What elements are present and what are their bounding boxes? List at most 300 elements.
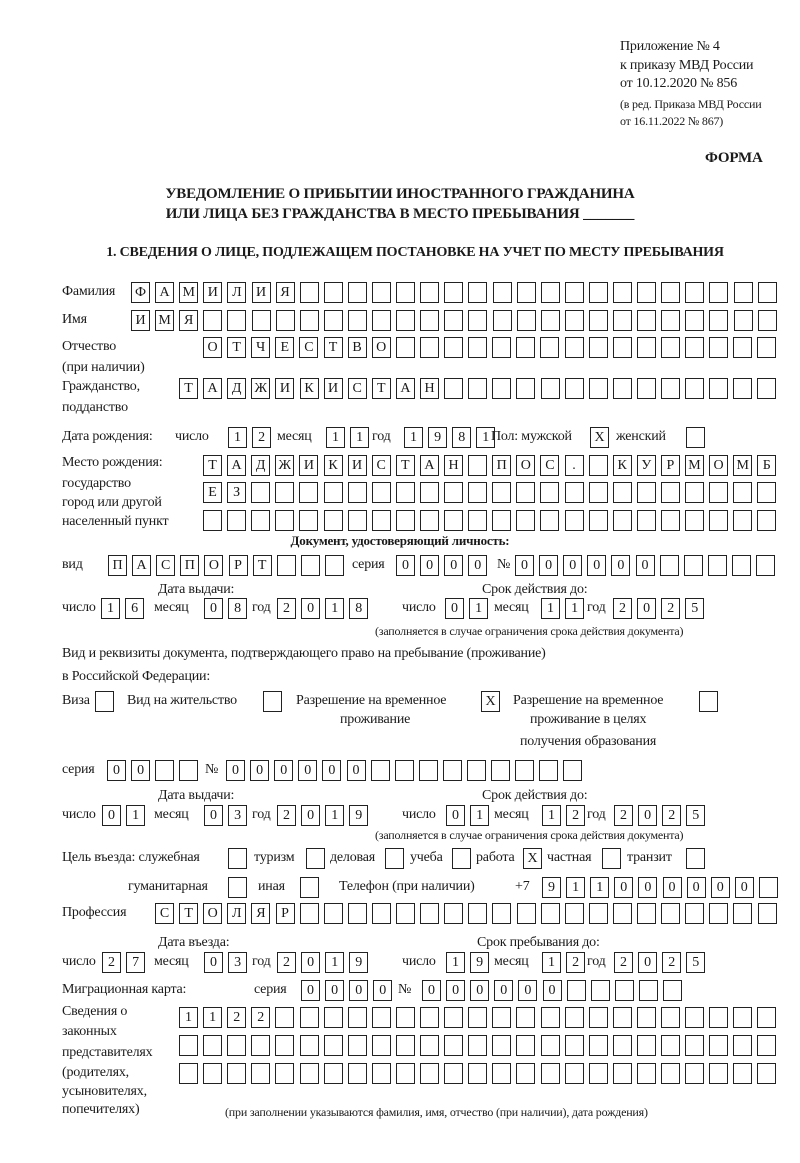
char-box[interactable]: 0 xyxy=(614,877,633,898)
char-box[interactable]: 0 xyxy=(445,598,464,619)
char-box[interactable] xyxy=(709,482,728,503)
char-box[interactable]: 0 xyxy=(204,598,223,619)
char-box[interactable] xyxy=(420,337,439,358)
char-box[interactable] xyxy=(468,1035,487,1056)
char-box[interactable]: 0 xyxy=(204,952,223,973)
char-box[interactable]: Ж xyxy=(275,455,294,476)
char-box[interactable]: 1 xyxy=(325,598,344,619)
char-box[interactable]: 0 xyxy=(347,760,366,781)
char-box[interactable] xyxy=(492,1007,511,1028)
char-box[interactable] xyxy=(203,1063,222,1084)
char-box[interactable] xyxy=(637,1063,656,1084)
char-box[interactable] xyxy=(732,555,751,576)
char-box[interactable] xyxy=(757,1063,776,1084)
char-box[interactable]: 2 xyxy=(252,427,271,448)
char-box[interactable] xyxy=(300,1007,319,1028)
char-box[interactable]: 2 xyxy=(277,805,296,826)
checkbox-box[interactable] xyxy=(385,848,404,869)
char-box[interactable]: М xyxy=(685,455,704,476)
char-box[interactable] xyxy=(251,482,270,503)
char-box[interactable] xyxy=(733,903,752,924)
char-box[interactable]: 1 xyxy=(101,598,120,619)
char-box[interactable]: 0 xyxy=(470,980,489,1001)
char-box[interactable]: С xyxy=(156,555,175,576)
checkbox-box[interactable]: X xyxy=(481,691,500,712)
checkbox-box[interactable] xyxy=(228,877,247,898)
char-box[interactable] xyxy=(227,1035,246,1056)
char-box[interactable]: С xyxy=(155,903,174,924)
char-box[interactable] xyxy=(420,510,439,531)
char-box[interactable]: О xyxy=(372,337,391,358)
char-box[interactable] xyxy=(589,1035,608,1056)
char-box[interactable]: Я xyxy=(251,903,270,924)
checkbox-box[interactable] xyxy=(263,691,282,712)
char-box[interactable] xyxy=(396,1035,415,1056)
char-box[interactable]: А xyxy=(155,282,174,303)
char-box[interactable] xyxy=(300,903,319,924)
char-box[interactable] xyxy=(709,378,728,399)
char-box[interactable] xyxy=(372,310,391,331)
char-box[interactable] xyxy=(468,310,487,331)
char-box[interactable] xyxy=(733,337,752,358)
char-box[interactable]: 1 xyxy=(566,877,585,898)
checkbox-box[interactable] xyxy=(699,691,718,712)
char-box[interactable] xyxy=(709,903,728,924)
char-box[interactable]: 2 xyxy=(251,1007,270,1028)
char-box[interactable]: Д xyxy=(251,455,270,476)
char-box[interactable]: П xyxy=(492,455,511,476)
char-box[interactable]: 0 xyxy=(638,952,657,973)
char-box[interactable]: 1 xyxy=(326,427,345,448)
char-box[interactable] xyxy=(395,760,414,781)
char-box[interactable] xyxy=(275,1035,294,1056)
char-box[interactable] xyxy=(179,760,198,781)
char-box[interactable] xyxy=(540,510,559,531)
char-box[interactable] xyxy=(493,282,512,303)
char-box[interactable] xyxy=(637,378,656,399)
char-box[interactable] xyxy=(589,903,608,924)
char-box[interactable] xyxy=(589,1063,608,1084)
char-box[interactable] xyxy=(444,282,463,303)
char-box[interactable] xyxy=(420,310,439,331)
char-box[interactable] xyxy=(444,903,463,924)
char-box[interactable] xyxy=(348,903,367,924)
char-box[interactable]: 0 xyxy=(422,980,441,1001)
char-box[interactable]: 1 xyxy=(350,427,369,448)
char-box[interactable] xyxy=(733,1007,752,1028)
char-box[interactable] xyxy=(589,378,608,399)
char-box[interactable] xyxy=(348,1063,367,1084)
char-box[interactable] xyxy=(637,1007,656,1028)
char-box[interactable]: 3 xyxy=(228,952,247,973)
char-box[interactable]: 0 xyxy=(638,877,657,898)
char-box[interactable] xyxy=(324,282,343,303)
char-box[interactable]: 0 xyxy=(301,805,320,826)
char-box[interactable]: Т xyxy=(227,337,246,358)
char-box[interactable]: 0 xyxy=(587,555,606,576)
char-box[interactable] xyxy=(565,510,584,531)
char-box[interactable]: Т xyxy=(396,455,415,476)
char-box[interactable] xyxy=(517,310,536,331)
char-box[interactable] xyxy=(348,1035,367,1056)
char-box[interactable]: 2 xyxy=(614,805,633,826)
char-box[interactable] xyxy=(492,482,511,503)
char-box[interactable] xyxy=(709,337,728,358)
char-box[interactable]: С xyxy=(348,378,367,399)
char-box[interactable] xyxy=(444,1007,463,1028)
char-box[interactable] xyxy=(540,482,559,503)
char-box[interactable]: Н xyxy=(444,455,463,476)
char-box[interactable]: Ф xyxy=(131,282,150,303)
char-box[interactable] xyxy=(685,337,704,358)
char-box[interactable] xyxy=(567,980,586,1001)
char-box[interactable] xyxy=(468,282,487,303)
char-box[interactable] xyxy=(252,310,271,331)
char-box[interactable] xyxy=(661,282,680,303)
char-box[interactable] xyxy=(589,282,608,303)
char-box[interactable]: 0 xyxy=(226,760,245,781)
char-box[interactable]: 1 xyxy=(446,952,465,973)
char-box[interactable] xyxy=(468,1007,487,1028)
char-box[interactable] xyxy=(492,1035,511,1056)
char-box[interactable] xyxy=(324,1007,343,1028)
char-box[interactable] xyxy=(396,510,415,531)
char-box[interactable] xyxy=(372,510,391,531)
checkbox-box[interactable] xyxy=(452,848,471,869)
char-box[interactable] xyxy=(492,903,511,924)
char-box[interactable]: Ч xyxy=(251,337,270,358)
char-box[interactable]: 0 xyxy=(325,980,344,1001)
char-box[interactable]: Я xyxy=(276,282,295,303)
char-box[interactable]: 5 xyxy=(685,598,704,619)
char-box[interactable]: Т xyxy=(179,903,198,924)
char-box[interactable]: О xyxy=(203,337,222,358)
char-box[interactable] xyxy=(661,903,680,924)
char-box[interactable]: 0 xyxy=(301,952,320,973)
char-box[interactable]: 1 xyxy=(541,598,560,619)
char-box[interactable] xyxy=(589,337,608,358)
char-box[interactable] xyxy=(684,555,703,576)
char-box[interactable]: 0 xyxy=(687,877,706,898)
checkbox-box[interactable] xyxy=(95,691,114,712)
char-box[interactable] xyxy=(685,1063,704,1084)
char-box[interactable]: 0 xyxy=(735,877,754,898)
char-box[interactable]: Т xyxy=(253,555,272,576)
char-box[interactable] xyxy=(468,510,487,531)
char-box[interactable] xyxy=(661,1063,680,1084)
char-box[interactable]: 1 xyxy=(542,952,561,973)
char-box[interactable] xyxy=(733,1035,752,1056)
char-box[interactable] xyxy=(396,1007,415,1028)
char-box[interactable]: Т xyxy=(372,378,391,399)
char-box[interactable]: 0 xyxy=(131,760,150,781)
char-box[interactable]: Р xyxy=(661,455,680,476)
char-box[interactable]: 0 xyxy=(444,555,463,576)
checkbox-box[interactable] xyxy=(300,877,319,898)
char-box[interactable]: О xyxy=(709,455,728,476)
char-box[interactable] xyxy=(734,310,753,331)
char-box[interactable] xyxy=(348,282,367,303)
char-box[interactable] xyxy=(227,510,246,531)
char-box[interactable] xyxy=(516,337,535,358)
char-box[interactable] xyxy=(179,1035,198,1056)
char-box[interactable]: У xyxy=(637,455,656,476)
char-box[interactable]: П xyxy=(108,555,127,576)
checkbox-box[interactable] xyxy=(686,848,705,869)
char-box[interactable] xyxy=(709,310,728,331)
char-box[interactable]: 0 xyxy=(468,555,487,576)
char-box[interactable] xyxy=(541,903,560,924)
char-box[interactable] xyxy=(276,310,295,331)
char-box[interactable] xyxy=(613,510,632,531)
char-box[interactable]: 8 xyxy=(228,598,247,619)
char-box[interactable] xyxy=(516,1063,535,1084)
char-box[interactable]: 0 xyxy=(102,805,121,826)
char-box[interactable] xyxy=(420,1035,439,1056)
char-box[interactable]: С xyxy=(372,455,391,476)
char-box[interactable]: 1 xyxy=(325,805,344,826)
char-box[interactable] xyxy=(613,337,632,358)
char-box[interactable] xyxy=(444,482,463,503)
char-box[interactable] xyxy=(661,310,680,331)
char-box[interactable] xyxy=(661,482,680,503)
char-box[interactable] xyxy=(300,1063,319,1084)
char-box[interactable] xyxy=(396,282,415,303)
char-box[interactable]: Л xyxy=(227,903,246,924)
char-box[interactable] xyxy=(661,510,680,531)
char-box[interactable]: 0 xyxy=(611,555,630,576)
char-box[interactable] xyxy=(708,555,727,576)
char-box[interactable]: 2 xyxy=(613,598,632,619)
char-box[interactable] xyxy=(685,510,704,531)
char-box[interactable] xyxy=(637,282,656,303)
char-box[interactable]: 0 xyxy=(322,760,341,781)
char-box[interactable] xyxy=(324,1035,343,1056)
char-box[interactable] xyxy=(637,510,656,531)
char-box[interactable]: Р xyxy=(229,555,248,576)
char-box[interactable]: 1 xyxy=(565,598,584,619)
char-box[interactable] xyxy=(516,510,535,531)
char-box[interactable]: О xyxy=(516,455,535,476)
char-box[interactable] xyxy=(541,1007,560,1028)
char-box[interactable]: . xyxy=(565,455,584,476)
char-box[interactable] xyxy=(541,310,560,331)
char-box[interactable] xyxy=(758,282,777,303)
char-box[interactable] xyxy=(468,903,487,924)
char-box[interactable] xyxy=(275,1007,294,1028)
char-box[interactable] xyxy=(492,1063,511,1084)
char-box[interactable]: 0 xyxy=(204,805,223,826)
char-box[interactable] xyxy=(565,482,584,503)
char-box[interactable]: Т xyxy=(324,337,343,358)
char-box[interactable]: Ж xyxy=(251,378,270,399)
char-box[interactable]: 8 xyxy=(452,427,471,448)
char-box[interactable] xyxy=(515,760,534,781)
char-box[interactable]: 8 xyxy=(349,598,368,619)
char-box[interactable]: 0 xyxy=(373,980,392,1001)
char-box[interactable]: 0 xyxy=(636,555,655,576)
char-box[interactable] xyxy=(589,482,608,503)
char-box[interactable] xyxy=(324,510,343,531)
char-box[interactable] xyxy=(637,310,656,331)
char-box[interactable] xyxy=(299,510,318,531)
char-box[interactable]: 0 xyxy=(446,980,465,1001)
char-box[interactable] xyxy=(468,482,487,503)
char-box[interactable]: И xyxy=(348,455,367,476)
char-box[interactable]: И xyxy=(252,282,271,303)
char-box[interactable]: 1 xyxy=(325,952,344,973)
char-box[interactable] xyxy=(251,1035,270,1056)
char-box[interactable] xyxy=(589,510,608,531)
char-box[interactable] xyxy=(613,1035,632,1056)
char-box[interactable]: 2 xyxy=(662,805,681,826)
char-box[interactable] xyxy=(301,555,320,576)
char-box[interactable] xyxy=(251,510,270,531)
char-box[interactable] xyxy=(733,1063,752,1084)
char-box[interactable]: С xyxy=(540,455,559,476)
char-box[interactable] xyxy=(563,760,582,781)
char-box[interactable] xyxy=(709,1063,728,1084)
char-box[interactable]: К xyxy=(324,455,343,476)
char-box[interactable] xyxy=(299,482,318,503)
char-box[interactable]: 9 xyxy=(542,877,561,898)
char-box[interactable]: Л xyxy=(227,282,246,303)
char-box[interactable] xyxy=(661,1035,680,1056)
char-box[interactable] xyxy=(324,903,343,924)
char-box[interactable]: П xyxy=(180,555,199,576)
char-box[interactable] xyxy=(756,555,775,576)
char-box[interactable] xyxy=(516,1007,535,1028)
char-box[interactable]: Р xyxy=(276,903,295,924)
char-box[interactable]: 2 xyxy=(277,952,296,973)
char-box[interactable]: И xyxy=(131,310,150,331)
char-box[interactable] xyxy=(324,310,343,331)
char-box[interactable] xyxy=(613,1007,632,1028)
char-box[interactable]: А xyxy=(132,555,151,576)
char-box[interactable] xyxy=(540,337,559,358)
char-box[interactable]: Е xyxy=(203,482,222,503)
char-box[interactable]: 6 xyxy=(125,598,144,619)
char-box[interactable]: А xyxy=(227,455,246,476)
char-box[interactable] xyxy=(420,482,439,503)
char-box[interactable] xyxy=(685,482,704,503)
char-box[interactable]: Я xyxy=(179,310,198,331)
char-box[interactable] xyxy=(709,510,728,531)
char-box[interactable]: А xyxy=(396,378,415,399)
char-box[interactable] xyxy=(589,310,608,331)
char-box[interactable]: 0 xyxy=(301,980,320,1001)
char-box[interactable]: К xyxy=(300,378,319,399)
char-box[interactable] xyxy=(300,310,319,331)
char-box[interactable] xyxy=(492,510,511,531)
char-box[interactable] xyxy=(685,1007,704,1028)
char-box[interactable]: 2 xyxy=(662,952,681,973)
char-box[interactable] xyxy=(758,310,777,331)
char-box[interactable]: 0 xyxy=(563,555,582,576)
char-box[interactable] xyxy=(444,310,463,331)
char-box[interactable] xyxy=(758,903,777,924)
char-box[interactable] xyxy=(155,760,174,781)
char-box[interactable]: К xyxy=(613,455,632,476)
char-box[interactable]: О xyxy=(204,555,223,576)
char-box[interactable] xyxy=(541,282,560,303)
char-box[interactable]: 1 xyxy=(469,598,488,619)
checkbox-box[interactable] xyxy=(306,848,325,869)
char-box[interactable]: Д xyxy=(227,378,246,399)
char-box[interactable]: 1 xyxy=(590,877,609,898)
char-box[interactable]: О xyxy=(203,903,222,924)
char-box[interactable]: И xyxy=(324,378,343,399)
char-box[interactable] xyxy=(372,482,391,503)
checkbox-box[interactable]: X xyxy=(523,848,542,869)
char-box[interactable]: 1 xyxy=(404,427,423,448)
char-box[interactable]: 0 xyxy=(420,555,439,576)
char-box[interactable] xyxy=(420,282,439,303)
char-box[interactable] xyxy=(591,980,610,1001)
char-box[interactable] xyxy=(757,1035,776,1056)
char-box[interactable] xyxy=(637,903,656,924)
char-box[interactable] xyxy=(757,337,776,358)
char-box[interactable]: Е xyxy=(275,337,294,358)
char-box[interactable] xyxy=(468,337,487,358)
char-box[interactable]: 0 xyxy=(298,760,317,781)
char-box[interactable] xyxy=(492,378,511,399)
char-box[interactable] xyxy=(685,310,704,331)
char-box[interactable] xyxy=(733,510,752,531)
char-box[interactable] xyxy=(565,337,584,358)
char-box[interactable] xyxy=(203,1035,222,1056)
char-box[interactable]: 0 xyxy=(518,980,537,1001)
char-box[interactable] xyxy=(251,1063,270,1084)
char-box[interactable] xyxy=(516,482,535,503)
char-box[interactable]: 5 xyxy=(686,952,705,973)
char-box[interactable] xyxy=(639,980,658,1001)
char-box[interactable]: М xyxy=(733,455,752,476)
char-box[interactable] xyxy=(565,378,584,399)
char-box[interactable]: Н xyxy=(420,378,439,399)
char-box[interactable]: 1 xyxy=(179,1007,198,1028)
char-box[interactable] xyxy=(517,903,536,924)
char-box[interactable] xyxy=(324,482,343,503)
char-box[interactable] xyxy=(491,760,510,781)
char-box[interactable] xyxy=(444,1063,463,1084)
char-box[interactable]: 0 xyxy=(539,555,558,576)
char-box[interactable] xyxy=(396,337,415,358)
char-box[interactable] xyxy=(517,282,536,303)
char-box[interactable] xyxy=(227,1063,246,1084)
char-box[interactable] xyxy=(613,1063,632,1084)
char-box[interactable] xyxy=(565,1035,584,1056)
char-box[interactable] xyxy=(685,282,704,303)
char-box[interactable]: М xyxy=(155,310,174,331)
char-box[interactable]: 0 xyxy=(274,760,293,781)
char-box[interactable]: А xyxy=(203,378,222,399)
char-box[interactable] xyxy=(637,1035,656,1056)
char-box[interactable] xyxy=(709,1035,728,1056)
char-box[interactable]: 0 xyxy=(396,555,415,576)
char-box[interactable] xyxy=(203,510,222,531)
char-box[interactable] xyxy=(325,555,344,576)
char-box[interactable]: 2 xyxy=(102,952,121,973)
char-box[interactable]: 2 xyxy=(661,598,680,619)
char-box[interactable]: 0 xyxy=(637,598,656,619)
char-box[interactable] xyxy=(589,1007,608,1028)
checkbox-box[interactable] xyxy=(602,848,621,869)
char-box[interactable] xyxy=(637,482,656,503)
char-box[interactable]: 0 xyxy=(515,555,534,576)
char-box[interactable]: 1 xyxy=(470,805,489,826)
char-box[interactable]: 0 xyxy=(301,598,320,619)
